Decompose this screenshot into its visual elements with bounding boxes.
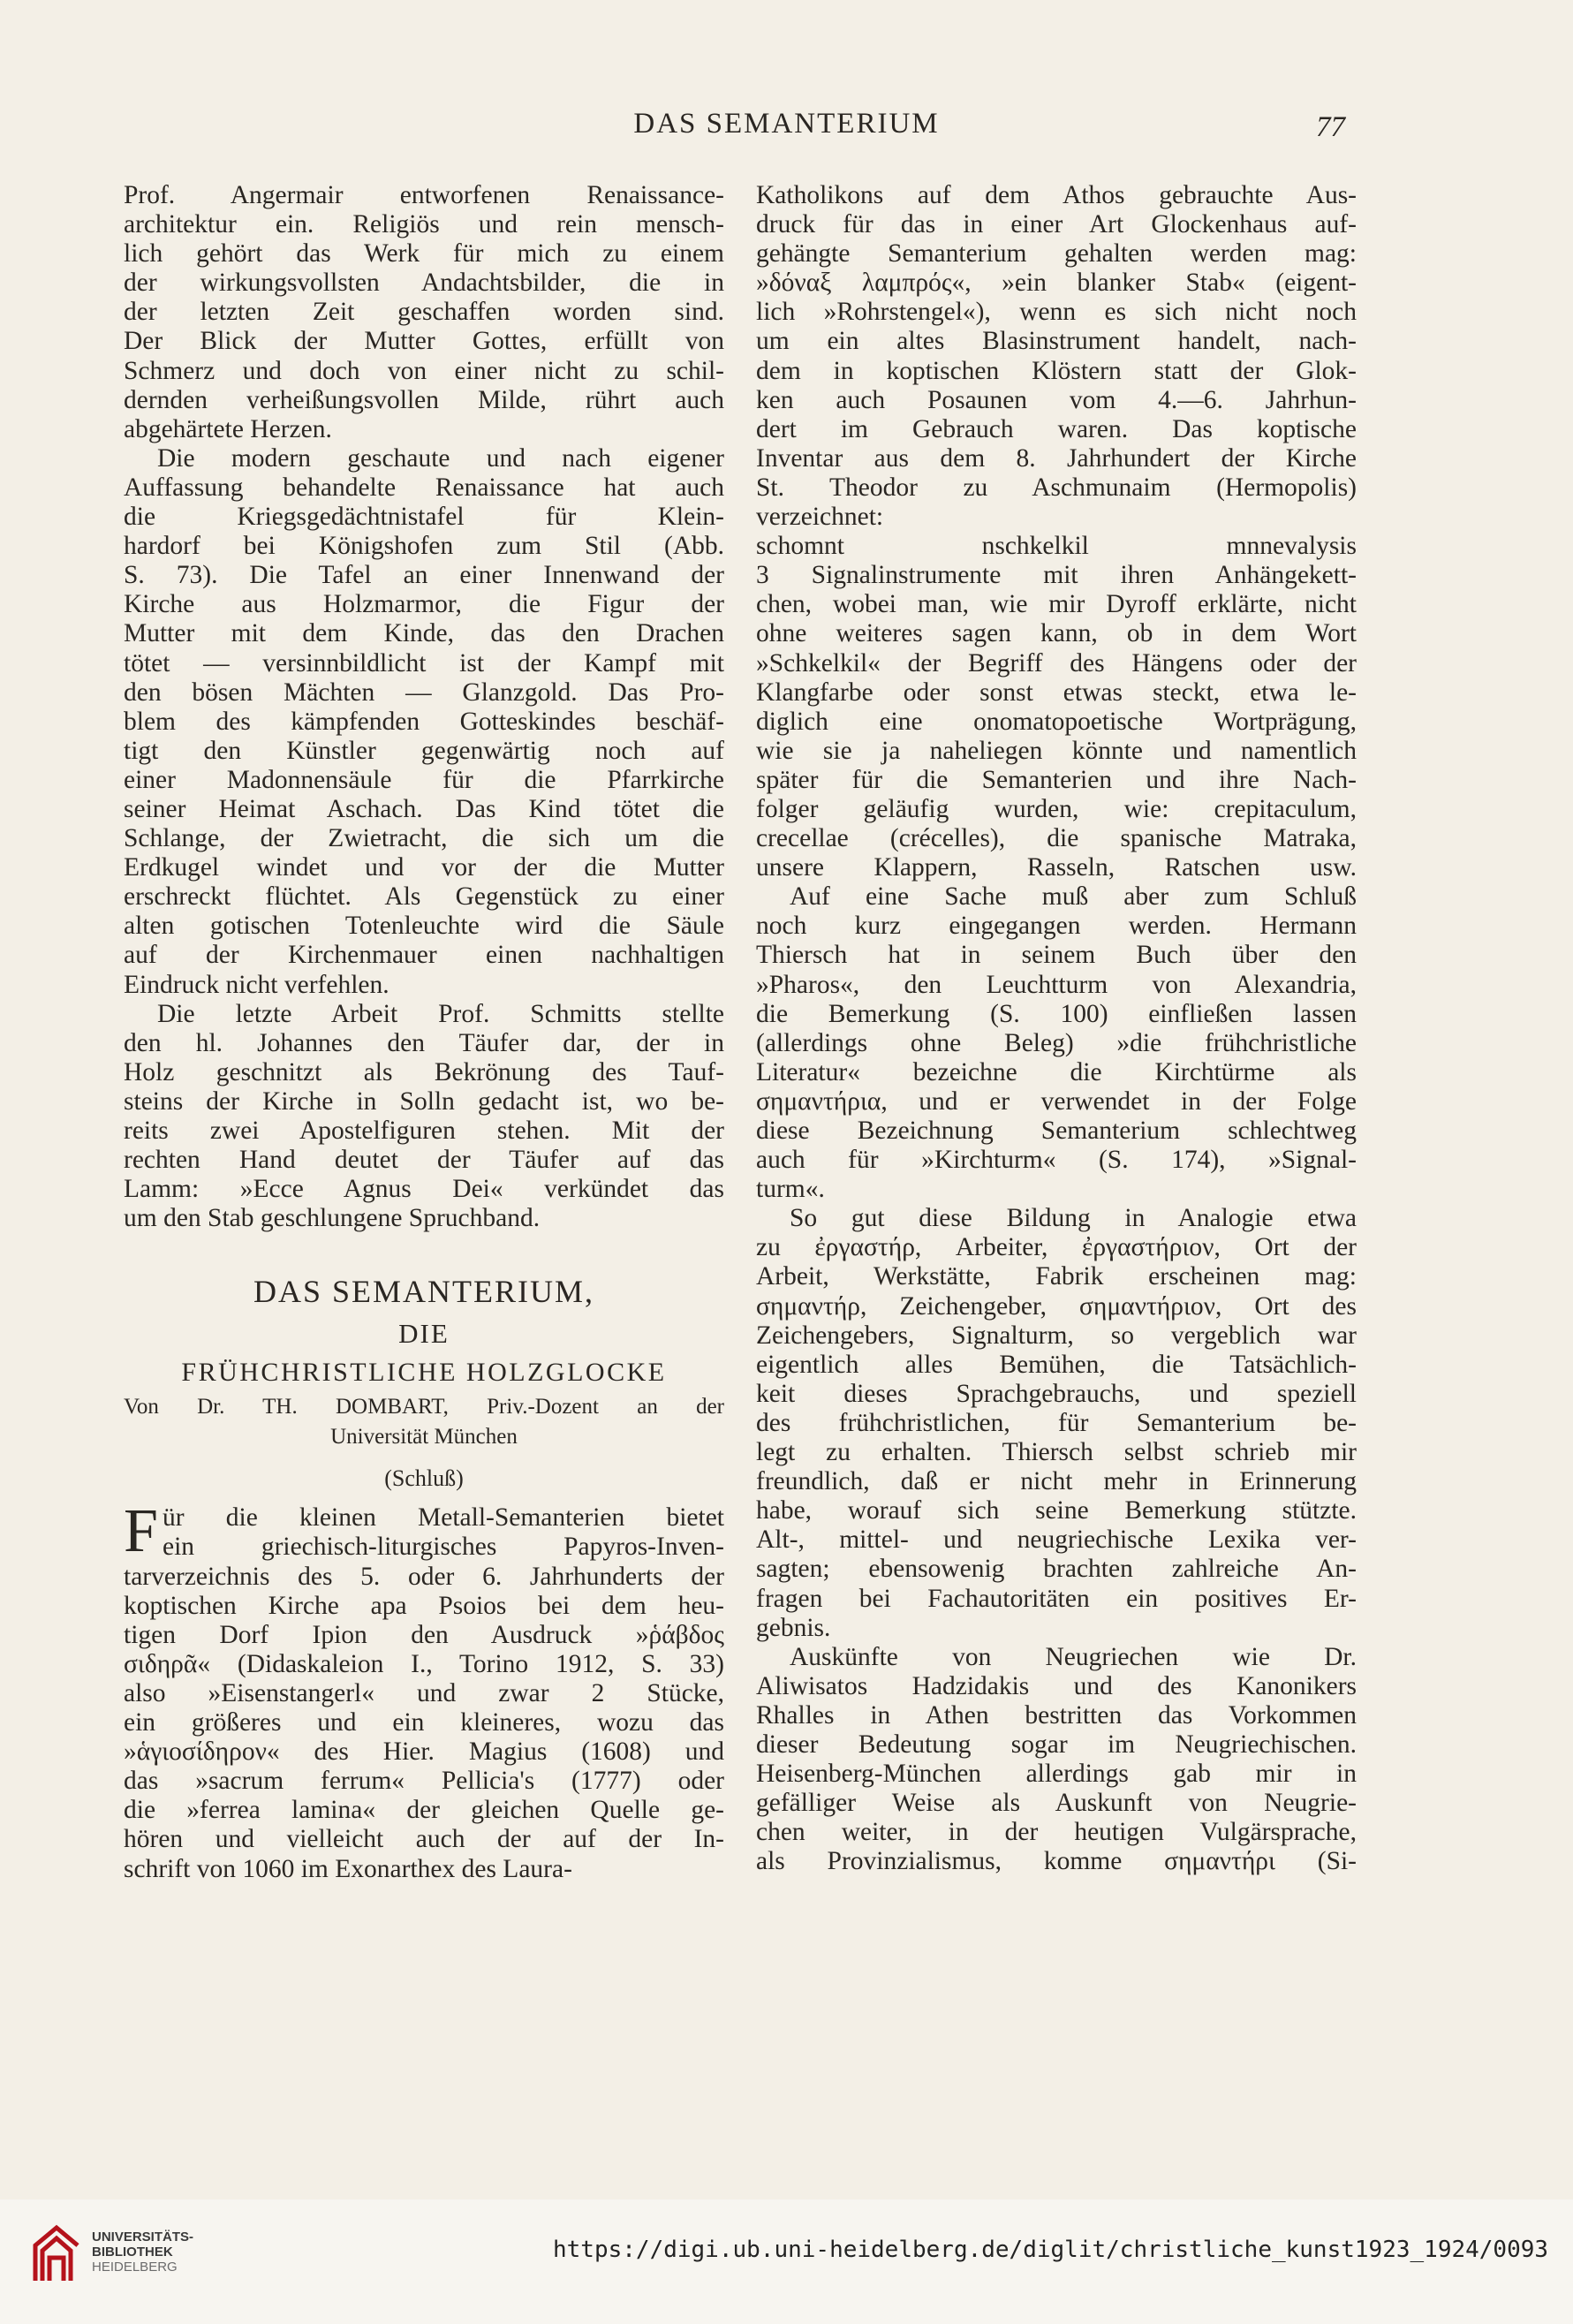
article-title: DAS SEMANTERIUM, (253, 1274, 595, 1310)
text-line: Auf eine Sache muß aber zum Schluß (790, 882, 1357, 912)
text-line: Schmerz und doch von einer nicht zu schil- (124, 356, 724, 385)
article-opening (124, 1497, 724, 1566)
text-line: schomnt nschkelkil mnnevalysis (756, 532, 1357, 561)
library-name-line: UNIVERSITÄTS- (92, 2229, 194, 2245)
text-line: eigentlich alles Bemühen, die Tatsächlich- (756, 1350, 1357, 1379)
text-line: also »Eisenstangerl« und zwar 2 Stücke, (124, 1678, 724, 1707)
text-line: Schlange, der Zwietracht, die sich um die (124, 824, 724, 853)
text-line: später für die Semanterien und ihre Nach- (756, 765, 1357, 794)
text-line: um den Stab geschlungene Spruchband. (124, 1204, 541, 1233)
library-name (92, 2229, 193, 2275)
library-logo-icon (30, 2219, 85, 2295)
text-line: die Kriegsgedächtnistafel für Klein- (124, 503, 724, 532)
text-line: folger geläufig wurden, wie: crepitaculum, (756, 794, 1357, 823)
text-line: chen, wobei man, wie mir Dyroff erklärte, nicht (756, 590, 1357, 619)
text-line: chen weiter, in der heutigen Vulgärsprache, (756, 1818, 1357, 1847)
running-title: DAS SEMANTERIUM (633, 108, 940, 140)
text-line: Rhalles in Athen bestritten das Vorkommen (756, 1700, 1357, 1730)
text-line: Auskünfte von Neugriechen wie Dr. (790, 1642, 1357, 1671)
text-line: dem in koptischen Klöstern statt der Glok- (756, 356, 1357, 385)
text-line: lich gehört das Werk für mich zu einem (124, 239, 724, 269)
text-line: Eindruck nicht verfehlen. (124, 970, 389, 999)
text-line: der letzten Zeit geschaffen worden sind. (124, 298, 724, 327)
page-number: 77 (1316, 111, 1345, 143)
text-line: ein griechisch-liturgisches Papyros-Inven- (163, 1533, 724, 1562)
text-line: ohne weiteres sagen kann, ob in dem Wort (756, 619, 1357, 648)
text-line: lich »Rohrstengel«), wenn es sich nicht noch (756, 298, 1357, 327)
text-line: die Bemerkung (S. 100) einfließen lassen (756, 999, 1357, 1028)
author-affiliation: Universität München (330, 1425, 518, 1450)
text-line: das »sacrum ferrum« Pellicia's (1777) oder (124, 1767, 724, 1796)
continuation-note: (Schluß) (384, 1465, 464, 1492)
text-line: auch für »Kirchturm« (S. 174), »Signal- (756, 1146, 1357, 1175)
text-line: tarverzeichnis des 5. oder 6. Jahrhunderts der (124, 1562, 724, 1591)
text-line: seiner Heimat Aschach. Das Kind tötet die (124, 794, 724, 823)
text-line: So gut diese Bildung in Analogie etwa (790, 1204, 1357, 1233)
text-line: fragen bei Fachautoritäten ein positives Er- (756, 1584, 1357, 1613)
text-line: verzeichnet: (756, 503, 884, 532)
text-line: des frühchristlichen, für Semanterium be- (756, 1408, 1357, 1437)
text-line: sagten; ebensowenig brachten zahlreiche An- (756, 1555, 1357, 1584)
text-line: tigt den Künstler gegenwärtig noch auf (124, 736, 724, 765)
drop-cap: F (124, 1497, 158, 1566)
text-line: Katholikons auf dem Athos gebrauchte Aus- (756, 181, 1357, 209)
text-line: Erdkugel windet und vor der die Mutter (124, 853, 724, 882)
text-line: unsere Klappern, Rasseln, Ratschen usw. (756, 853, 1357, 882)
text-line: Klangfarbe oder sonst etwas steckt, etwa le- (756, 678, 1357, 707)
text-line: σιδηρᾶ« (Didaskaleion I., Torino 1912, S. 33) (124, 1649, 724, 1678)
text-line: S. 73). Die Tafel an einer Innenwand der (124, 561, 724, 590)
author-line: Von Dr. TH. DOMBART, Priv.-Dozent an der (124, 1395, 724, 1419)
text-line: schrift von 1060 im Exonarthex des Laura- (124, 1854, 572, 1883)
page-header (0, 108, 1573, 152)
text-line: freundlich, daß er nicht mehr in Erinnerung (756, 1467, 1357, 1496)
text-line: habe, worauf sich seine Bemerkung stützte. (756, 1496, 1357, 1525)
text-line: Thiersch hat in seinem Buch über den (756, 941, 1357, 970)
text-line: ür die kleinen Metall-Semanterien bietet (163, 1503, 724, 1533)
article-subtitle: FRÜHCHRISTLICHE HOLZGLOCKE (181, 1358, 667, 1388)
text-line: legt zu erhalten. Thiersch selbst schrieb mir (756, 1438, 1357, 1467)
text-line: tötet — versinnbildlicht ist der Kampf mit (124, 648, 724, 678)
right-column-text (756, 181, 1357, 1876)
text-line: hardorf bei Königshofen zum Stil (Abb. (124, 532, 724, 561)
text-line: ein größeres und ein kleineres, wozu das (124, 1708, 724, 1737)
text-line: Die letzte Arbeit Prof. Schmitts stellte (157, 999, 724, 1028)
text-line: alten gotischen Totenleuchte wird die Säule (124, 912, 724, 941)
text-line: diese Bezeichnung Semanterium schlechtweg (756, 1117, 1357, 1145)
text-line: auf der Kirchenmauer einen nachhaltigen (124, 941, 724, 970)
article-title-die: DIE (398, 1318, 450, 1350)
text-line: rechten Hand deutet der Täufer auf das (124, 1146, 724, 1175)
text-line: Lamm: »Ecce Agnus Dei« verkündet das (124, 1175, 724, 1204)
text-line: (allerdings ohne Beleg) »die frühchristliche (756, 1028, 1357, 1057)
text-line: Alt-, mittel- und neugriechische Lexika ver- (756, 1525, 1357, 1555)
text-line: σημαντήρια, und er verwendet in der Folge (756, 1086, 1357, 1116)
right-column (756, 181, 1357, 1876)
text-line: »Pharos«, den Leuchtturm von Alexandria, (756, 970, 1357, 999)
text-line: reits zwei Apostelfiguren stehen. Mit der (124, 1117, 724, 1145)
text-line: tigen Dorf Ipion den Ausdruck »ῥάβδος (124, 1620, 724, 1649)
text-line: als Provinzialismus, komme σημαντήρι (Si- (756, 1847, 1357, 1876)
text-line: erschreckt flüchtet. Als Gegenstück zu einer (124, 882, 724, 912)
text-line: blem des kämpfenden Gotteskindes beschäf- (124, 707, 724, 736)
text-line: dert im Gebrauch waren. Das koptische (756, 414, 1357, 443)
text-line: St. Theodor zu Aschmunaim (Hermopolis) (756, 473, 1357, 502)
text-line: σημαντήρ, Zeichengeber, σημαντήριον, Ort des (756, 1291, 1357, 1321)
text-line: diglich eine onomatopoetische Wortprägung, (756, 707, 1357, 736)
text-line: keit dieses Sprachgebrauchs, und speziell (756, 1379, 1357, 1408)
library-name-line: BIBLIOTHEK (92, 2245, 173, 2260)
text-line: 3 Signalinstrumente mit ihren Anhängekett- (756, 561, 1357, 590)
text-line: die »ferrea lamina« der gleichen Quelle ge- (124, 1796, 724, 1825)
text-line: »Schkelkil« der Begriff des Hängens oder der (756, 648, 1357, 678)
text-line: Literatur« bezeichne die Kirchtürme als (756, 1057, 1357, 1086)
footer (0, 2199, 1573, 2324)
left-column (124, 181, 724, 1884)
text-line: turm«. (756, 1175, 825, 1204)
text-line: gefälliger Weise als Auskunft von Neugrie- (756, 1789, 1357, 1818)
text-line: Prof. Angermair entworfenen Renaissance- (124, 181, 724, 209)
text-line: ken auch Posaunen vom 4.—6. Jahrhun- (756, 385, 1357, 414)
text-line: druck für das in einer Art Glockenhaus auf- (756, 210, 1357, 239)
text-line: Inventar aus dem 8. Jahrhundert der Kirche (756, 443, 1357, 473)
text-line: um ein altes Blasinstrument handelt, nach- (756, 327, 1357, 356)
text-line: Der Blick der Mutter Gottes, erfüllt von (124, 327, 724, 356)
text-line: den bösen Mächten — Glanzgold. Das Pro- (124, 678, 724, 707)
text-line: gebnis. (756, 1613, 831, 1642)
text-line: »ἁγιοσίδηρον« des Hier. Magius (1608) und (124, 1737, 724, 1767)
text-line: Kirche aus Holzmarmor, die Figur der (124, 590, 724, 619)
text-line: gehängte Semanterium gehalten werden mag: (756, 239, 1357, 269)
text-line: der wirkungsvollsten Andachtsbilder, die in (124, 269, 724, 298)
text-line: steins der Kirche in Solln gedacht ist, wo be- (124, 1086, 724, 1116)
text-line: einer Madonnensäule für die Pfarrkirche (124, 765, 724, 794)
text-line: architektur ein. Religiös und rein mensch- (124, 210, 724, 239)
left-column-bottom-text (124, 1563, 724, 1884)
text-line: wie sie ja naheliegen könnte und namentlich (756, 736, 1357, 765)
text-line: Auffassung behandelte Renaissance hat auch (124, 473, 724, 502)
text-line: Heisenberg-München allerdings gab mir in (756, 1760, 1357, 1789)
library-name-line: HEIDELBERG (92, 2260, 178, 2275)
text-line: crecellae (crécelles), die spanische Matraka, (756, 824, 1357, 853)
text-line: den hl. Johannes den Täufer dar, der in (124, 1028, 724, 1057)
text-line: zu ἐργαστήρ, Arbeiter, ἐργαστήριον, Ort der (756, 1233, 1357, 1262)
article-heading (124, 1268, 724, 1498)
text-line: koptischen Kirche apa Psoios bei dem heu- (124, 1591, 724, 1620)
text-line: Aliwisatos Hadzidakis und des Kanonikers (756, 1671, 1357, 1700)
text-line: »δόναξ λαμπρός«, »ein blanker Stab« (eigent- (756, 269, 1357, 298)
text-line: Arbeit, Werkstätte, Fabrik erscheinen mag: (756, 1262, 1357, 1291)
text-line: dernden verheißungsvollen Milde, rührt auch (124, 385, 724, 414)
text-line: Zeichengebers, Signalturm, so vergeblich war (756, 1321, 1357, 1350)
text-line: abgehärtete Herzen. (124, 414, 332, 443)
text-line: dieser Bedeutung sogar im Neugriechischen. (756, 1730, 1357, 1759)
permalink-url[interactable]: https://digi.ub.uni-heidelberg.de/diglit/christliche_kunst1923_1924/0093 (553, 2237, 1549, 2263)
text-line: Die modern geschaute und nach eigener (157, 443, 724, 473)
text-line: noch kurz eingegangen werden. Hermann (756, 912, 1357, 941)
text-line: hören und vielleicht auch der auf der In- (124, 1825, 724, 1854)
text-line: Holz geschnitzt als Bekrönung des Tauf- (124, 1057, 724, 1086)
left-column-top-text (124, 181, 724, 1233)
text-line: Mutter mit dem Kinde, das den Drachen (124, 619, 724, 648)
